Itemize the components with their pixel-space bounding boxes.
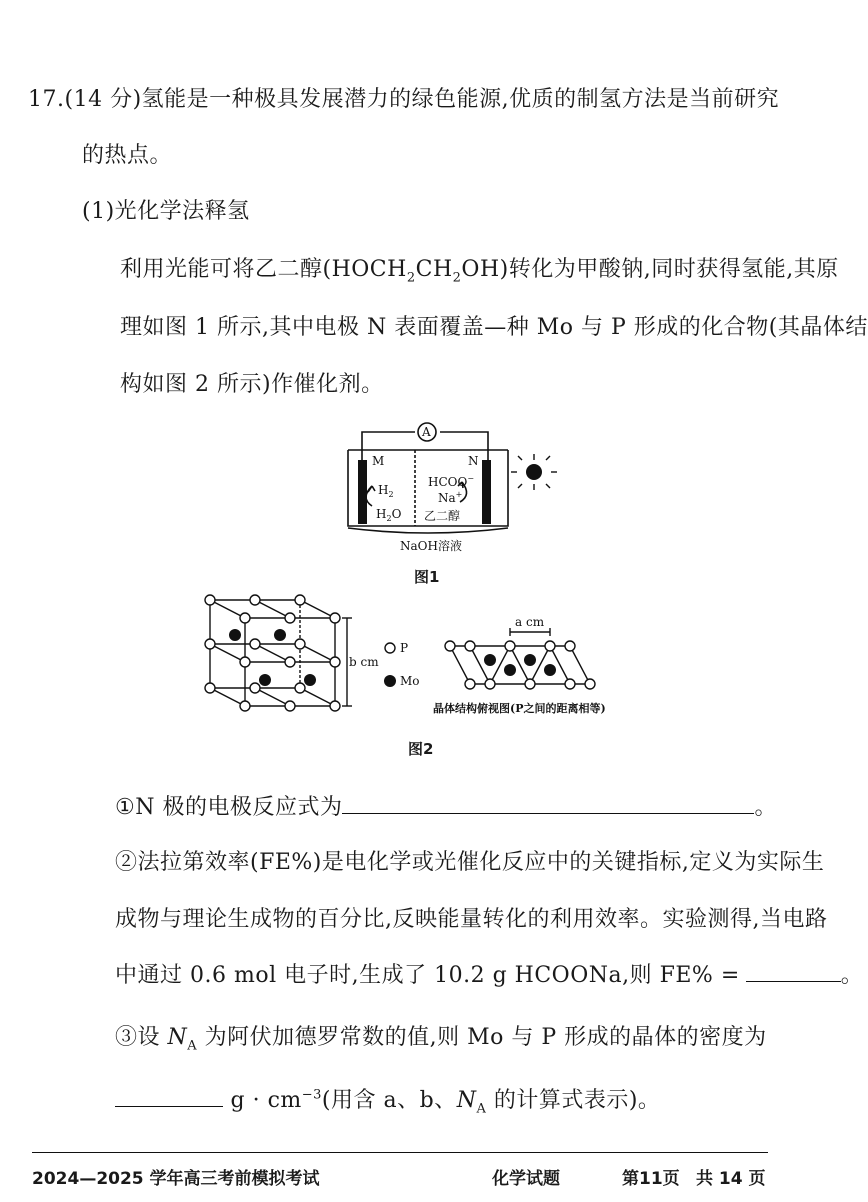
- footer-exam-title: 2024—2025 学年高三考前模拟考试: [32, 1169, 320, 1189]
- q1-line: ①N 极的电极反应式为 。: [115, 795, 777, 820]
- sun-icon: [526, 464, 542, 480]
- footer-divider: [32, 1152, 768, 1153]
- label-hcoo: HCOO−: [428, 474, 475, 489]
- figure2-caption: 图2: [408, 740, 434, 758]
- q2-line1: ②法拉第效率(FE%)是电化学或光催化反应中的关键指标,定义为实际生: [115, 850, 825, 875]
- figure2-diagram: [195, 588, 685, 728]
- question-intro-line1: 17.(14 分)氢能是一种极具发展潜力的绿色能源,优质的制氢方法是当前研究: [28, 87, 780, 112]
- legend-mo-label: Mo: [400, 674, 420, 688]
- footer-subject: 化学试题: [492, 1169, 560, 1189]
- label-na: Na+: [438, 490, 463, 505]
- q3-line1: ③设 $N_A$ 为阿伏加德罗常数的值,则 Mo 与 P 形成的晶体的密度为: [115, 1025, 767, 1054]
- ammeter-label: A: [422, 425, 431, 439]
- label-h2: $H_2$: [378, 483, 394, 499]
- q2-line3: 中通过 0.6 mol 电子时,生成了 10.2 g HCOONa,则 FE% = 。: [115, 963, 864, 988]
- label-h2o: $H_2O$: [376, 507, 402, 523]
- label-n: N: [468, 454, 479, 468]
- legend-mo-icon: [384, 675, 396, 687]
- footer-total-pages: 共 14 页: [696, 1169, 766, 1189]
- figure1-diagram: [330, 420, 560, 560]
- question-score: (14 分): [64, 87, 142, 112]
- width-label: a cm: [515, 615, 545, 629]
- q2-line2: 成物与理论生成物的百分比,反映能量转化的利用效率。实验测得,当电路: [115, 907, 828, 932]
- q1-answer-blank[interactable]: [342, 795, 754, 814]
- top-view-label: 晶体结构俯视图(P之间的距离相等): [433, 702, 606, 715]
- legend-p-label: P: [400, 641, 409, 655]
- label-solution: NaOH溶液: [400, 539, 462, 553]
- electrode-m: [358, 460, 367, 524]
- q3-line2: $g \cdot cm^{-3}$(用含 a、b、$N_A$ 的计算式表示)。: [115, 1083, 660, 1116]
- question-number: 17.: [28, 87, 65, 112]
- electrode-n: [482, 460, 491, 524]
- part1-para-line2: 理如图 1 所示,其中电极 N 表面覆盖—种 Mo 与 P 形成的化合物(其晶体结: [120, 315, 868, 340]
- label-glycol: 乙二醇: [424, 509, 461, 523]
- legend-p-icon: [385, 643, 395, 653]
- part1-para-line3: 构如图 2 所示)作催化剂。: [120, 372, 384, 397]
- label-m: M: [372, 454, 385, 468]
- figure1-caption: 图1: [414, 568, 440, 586]
- question-intro-line2: 的热点。: [82, 143, 173, 168]
- q3-answer-blank[interactable]: [115, 1088, 223, 1107]
- part1-para-line1: 利用光能可将乙二醇$(HOCH_2CH_2OH)$转化为甲酸钠,同时获得氢能,其原: [120, 257, 839, 286]
- height-label: b cm: [349, 655, 379, 669]
- part1-heading: (1)光化学法释氢: [82, 199, 250, 224]
- q2-answer-blank[interactable]: [746, 963, 841, 982]
- footer-page: 第11页: [622, 1169, 680, 1189]
